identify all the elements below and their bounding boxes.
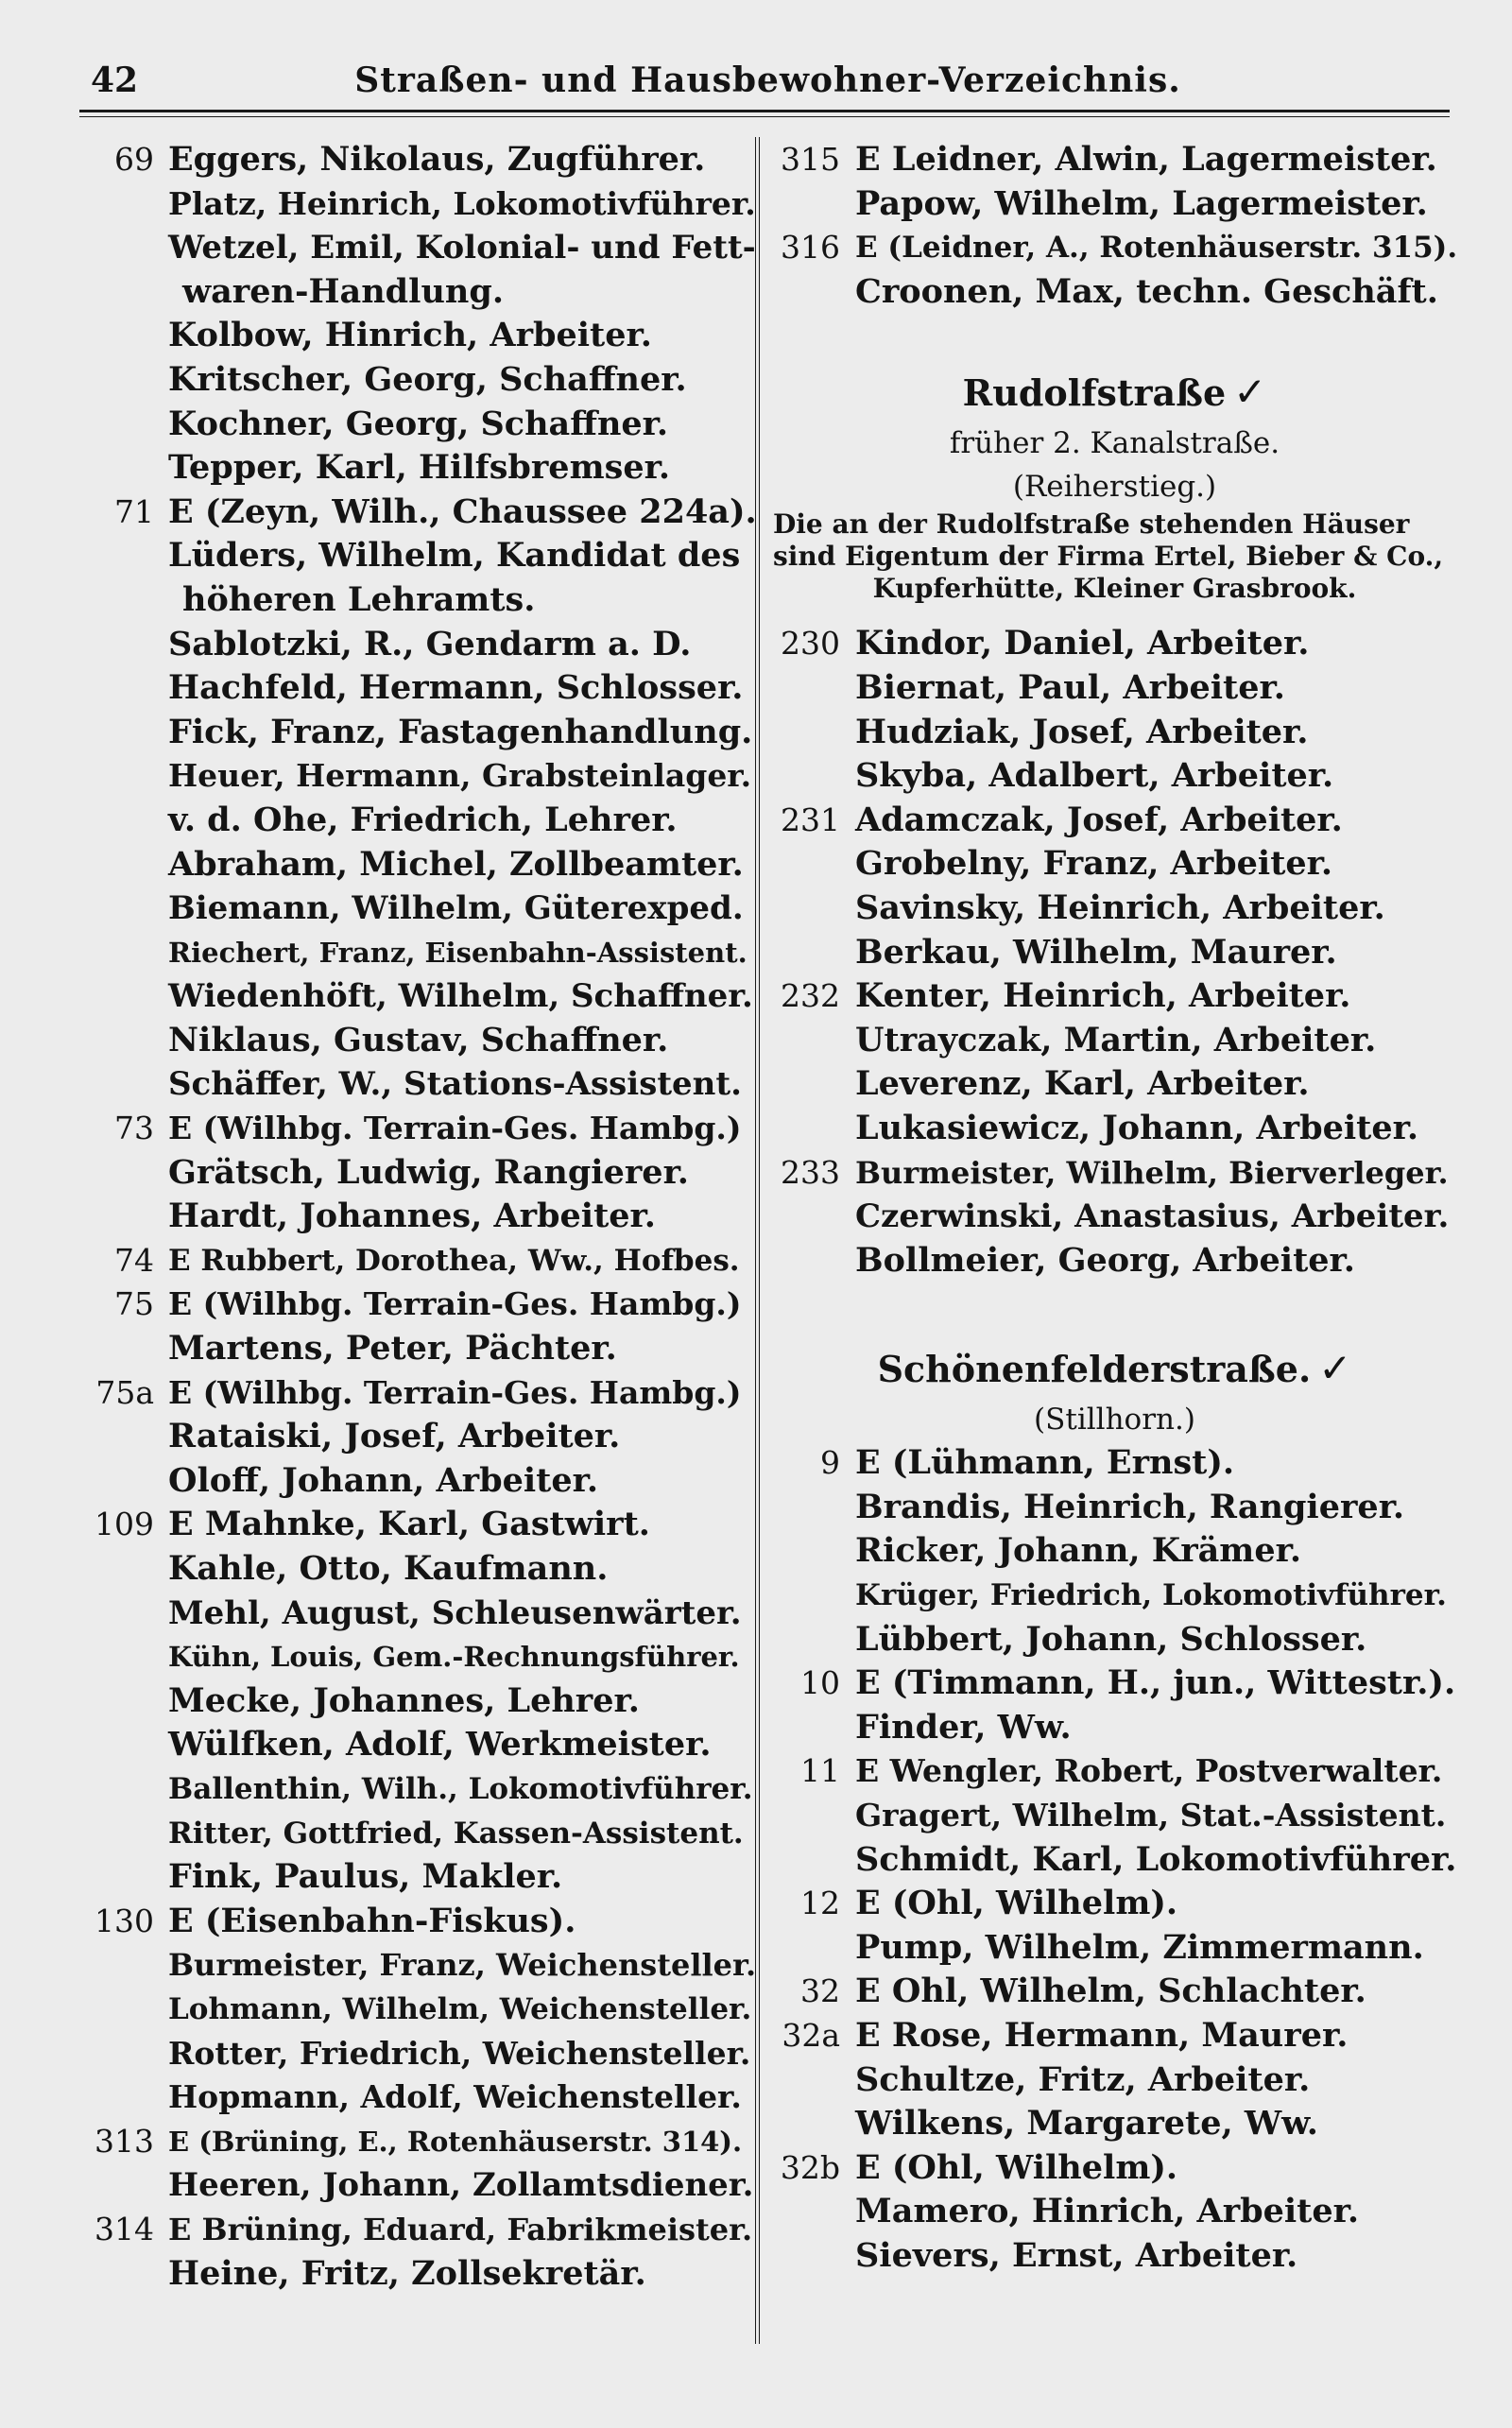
street-title: Rudolfstraße [962,371,1227,415]
schoenenfelderstrasse-entries [767,1441,1462,2278]
resident-text: Kolbow, Hinrich, Arbeiter. [168,316,652,355]
house-number: 32a [782,2017,840,2054]
resident-text: E (Brüning, E., Rotenhäuserstr. 314). [168,2125,743,2158]
directory-entry [767,1151,1462,1196]
resident-text: Leverenz, Karl, Arbeiter. [855,1064,1310,1104]
resident-text: Berkau, Wilhelm, Maurer. [855,932,1337,972]
directory-entry [80,1943,761,1988]
directory-entry [80,1062,761,1107]
check-mark-icon: ✓ [1233,369,1267,416]
directory-entry [80,358,761,403]
resident-text: Ballenthin, Wilh., Lokomotivführer. [168,1771,753,1806]
directory-entry [80,2163,761,2208]
directory-entry [80,2075,761,2120]
resident-text: E Brüning, Eduard, Fabrikmeister. [168,2211,753,2247]
spacer [767,605,1462,622]
resident-text: Lüders, Wilhelm, Kandidat des [168,536,741,576]
directory-entry [767,1926,1462,1971]
directory-entry [80,182,761,227]
directory-entry [767,1529,1462,1574]
resident-text: E (Wilhbg. Terrain-Ges. Hambg.) [168,1373,742,1411]
directory-entry [80,1195,761,1239]
directory-entry [767,2014,1462,2058]
resident-text: Pump, Wilhelm, Zimmermann. [855,1927,1424,1967]
directory-entry [80,1151,761,1196]
directory-entry [767,1970,1462,2014]
house-number: 231 [781,801,840,838]
directory-entry [80,2208,761,2252]
resident-text: waren-Handlung. [182,271,505,311]
directory-entry [80,1635,761,1679]
directory-entry [80,270,761,315]
former-name: früher 2. Kanalstraße. [949,426,1280,461]
directory-entry [767,1794,1462,1838]
directory-entry [80,931,761,975]
directory-entry [767,1107,1462,1151]
resident-text: E (Wilhbg. Terrain-Ges. Hambg.) [168,1110,742,1147]
house-number: 10 [800,1664,840,1702]
directory-entry [80,1988,761,2032]
directory-entry [80,1767,761,1812]
directory-entry [80,1855,761,1900]
resident-text: Schmidt, Karl, Lokomotivführer. [855,1839,1457,1879]
resident-text: Ricker, Johann, Krämer. [855,1531,1302,1571]
resident-text: Hopmann, Adolf, Weichensteller. [168,2078,742,2116]
directory-entry [80,226,761,270]
directory-entry [80,1459,761,1504]
street-heading-schoenenfelderstrasse [767,1339,1462,1398]
directory-entry [80,1723,761,1767]
directory-entry [767,1019,1462,1063]
rotenhaeuser-continuation [767,138,1462,314]
note-line: sind Eigentum der Firma Ertel, Bieber & Co., [773,541,1444,573]
directory-entry [767,754,1462,799]
note-line: Kupferhütte, Kleiner Grasbrook. [872,573,1357,605]
directory-entry [767,711,1462,755]
directory-entry [80,578,761,623]
directory-entry [767,1882,1462,1926]
directory-entry [767,2190,1462,2234]
resident-text: Kenter, Heinrich, Arbeiter. [855,976,1351,1016]
directory-entry [767,666,1462,711]
ownership-note [767,508,1462,605]
directory-entry [767,842,1462,887]
resident-text: Mamero, Hinrich, Arbeiter. [855,2192,1360,2231]
resident-text: Biemann, Wilhelm, Güterexped. [168,889,744,928]
resident-text: Ritter, Gottfried, Kassen-Assistent. [168,1816,744,1851]
right-column [767,138,1462,2279]
directory-entry [767,2058,1462,2103]
directory-entry [80,403,761,447]
directory-entry [767,1618,1462,1662]
directory-entry [767,182,1462,227]
house-number: 12 [800,1885,840,1922]
house-number: 316 [781,229,840,267]
directory-entry [80,843,761,887]
directory-entry [80,491,761,535]
resident-text: Heuer, Hermann, Grabsteinlager. [168,757,752,795]
street-heading-rudolfstrasse [767,363,1462,422]
header-rule-thin [79,116,1450,117]
resident-text: Adamczak, Josef, Arbeiter. [855,800,1343,839]
directory-entry [80,1592,761,1636]
house-number: 75 [114,1285,154,1323]
resident-text: Burmeister, Wilhelm, Bierverleger. [855,1154,1449,1191]
directory-entry [767,138,1462,182]
resident-text: Wetzel, Emil, Kolonial- und Fett- [168,229,756,267]
resident-text: Eggers, Nikolaus, Zugführer. [168,140,706,179]
resident-text: Lohmann, Wilhelm, Weichensteller. [168,1991,752,2026]
directory-entry [767,1838,1462,1883]
resident-text: Kindor, Daniel, Arbeiter. [855,624,1310,663]
resident-text: Abraham, Michel, Zollbeamter. [168,844,744,884]
directory-entry [80,2252,761,2297]
resident-text: Kühn, Louis, Gem.-Rechnungsführer. [168,1641,740,1674]
resident-text: Tepper, Karl, Hilfsbremser. [168,448,670,488]
resident-text: Grätsch, Ludwig, Rangierer. [168,1152,689,1192]
resident-text: Czerwinski, Anastasius, Arbeiter. [855,1197,1450,1236]
house-number: 75a [95,1373,154,1411]
directory-entry [80,887,761,931]
house-number: 314 [94,2210,154,2247]
resident-text: Niklaus, Gustav, Schaffner. [168,1020,669,1059]
resident-text: Hudziak, Josef, Arbeiter. [855,712,1309,751]
resident-text: E (Leidner, A., Rotenhäuserstr. 315). [855,231,1458,266]
resident-text: E (Wilhbg. Terrain-Ges. Hambg.) [168,1285,742,1323]
directory-entry [80,314,761,358]
directory-entry [80,799,761,843]
page-header [85,55,1451,112]
resident-text: E Mahnke, Karl, Gastwirt. [168,1505,650,1544]
house-number: 233 [781,1153,840,1191]
resident-text: Wilkens, Margarete, Ww. [855,2104,1318,2144]
resident-text: v. d. Ohe, Friedrich, Lehrer. [168,800,678,839]
directory-entry [767,2146,1462,2191]
resident-text: E Leidner, Alwin, Lagermeister. [855,140,1437,179]
resident-text: E (Timmann, H., jun., Wittestr.). [855,1663,1456,1703]
resident-text: Sievers, Ernst, Arbeiter. [855,2235,1298,2275]
resident-text: Lukasiewicz, Johann, Arbeiter. [855,1108,1419,1147]
resident-text: Fink, Paulus, Makler. [168,1857,563,1897]
house-number: 9 [820,1444,840,1482]
rudolfstrasse-entries [767,622,1462,1283]
house-number: 313 [94,2122,154,2160]
resident-text: Kahle, Otto, Kaufmann. [168,1549,609,1588]
resident-text: Riechert, Franz, Eisenbahn-Assistent. [168,936,747,969]
directory-entry [80,1415,761,1459]
resident-text: Heine, Fritz, Zollsekretär. [168,2253,646,2293]
resident-text: Mehl, August, Schleusenwärter. [168,1593,742,1632]
directory-entry [767,226,1462,270]
resident-text: Kochner, Georg, Schaffner. [168,404,669,443]
directory-entry [767,931,1462,975]
directory-entry [80,1239,761,1283]
directory-entry [80,1327,761,1371]
directory-entry [80,1503,761,1547]
resident-text: E Rubbert, Dorothea, Ww., Hofbes. [168,1243,740,1278]
resident-text: Oloff, Johann, Arbeiter. [168,1460,598,1500]
district-label: (Stillhorn.) [1034,1403,1195,1438]
directory-entry [767,622,1462,666]
directory-entry [767,1749,1462,1794]
directory-entry [767,2234,1462,2279]
resident-text: Grobelny, Franz, Arbeiter. [855,844,1333,884]
directory-entry [767,1195,1462,1239]
directory-entry [80,1812,761,1856]
house-number: 69 [114,141,154,178]
house-number: 32 [800,1972,840,2010]
resident-text: Kritscher, Georg, Schaffner. [168,359,687,399]
directory-entry [767,1662,1462,1706]
resident-text: Mecke, Johannes, Lehrer. [168,1680,640,1720]
spacer [767,314,1462,363]
resident-text: E Wengler, Robert, Postverwalter. [855,1752,1443,1790]
resident-text: Platz, Heinrich, Lokomotivführer. [168,184,756,222]
resident-text: Rataiski, Josef, Arbeiter. [168,1417,621,1456]
resident-text: E (Eisenbahn-Fiskus). [168,1901,576,1940]
resident-text: Brandis, Heinrich, Rangierer. [855,1487,1405,1526]
resident-text: höheren Lehramts. [182,579,536,619]
running-title: Straßen- und Hausbewohner-Verzeichnis. [354,60,1181,100]
resident-text: Sablotzki, R., Gendarm a. D. [168,624,692,663]
resident-text: Wülfken, Adolf, Werkmeister. [168,1725,712,1765]
directory-entry [80,534,761,578]
check-mark-icon: ✓ [1318,1345,1352,1392]
directory-entry [767,270,1462,315]
resident-text: Wiedenhöft, Wilhelm, Schaffner. [168,977,753,1016]
house-number: 232 [781,977,840,1015]
directory-entry [767,974,1462,1019]
directory-entry [767,799,1462,843]
directory-entry [767,1441,1462,1486]
resident-text: E (Lühmann, Ernst). [855,1443,1235,1483]
directory-entry [80,711,761,755]
resident-text: E (Ohl, Wilhelm). [855,2147,1178,2187]
directory-entry [80,754,761,799]
resident-text: Fick, Franz, Fastagenhandlung. [168,712,753,751]
resident-text: Burmeister, Franz, Weichensteller. [168,1947,757,1984]
resident-text: Savinsky, Heinrich, Arbeiter. [855,887,1385,927]
directory-entry [767,1706,1462,1750]
directory-entry [767,1574,1462,1618]
directory-entry [80,974,761,1019]
directory-entry [767,887,1462,931]
resident-text: E (Ohl, Wilhelm). [855,1884,1178,1923]
page-number: 42 [91,60,139,100]
street-title: Schönenfelderstraße. [877,1348,1312,1391]
resident-text: Martens, Peter, Pächter. [168,1329,617,1369]
directory-entry [80,1019,761,1063]
resident-text: Gragert, Wilhelm, Stat.-Assistent. [855,1797,1447,1834]
resident-text: Biernat, Paul, Arbeiter. [855,667,1285,707]
resident-text: Bollmeier, Georg, Arbeiter. [855,1240,1355,1280]
directory-entry [80,623,761,667]
resident-text: Skyba, Adalbert, Arbeiter. [855,756,1334,796]
resident-text: Schäffer, W., Stations-Assistent. [168,1065,742,1104]
directory-entry [80,2032,761,2076]
resident-text: Utrayczak, Martin, Arbeiter. [855,1020,1377,1059]
directory-entry [767,1239,1462,1283]
house-number: 230 [781,625,840,663]
directory-entry [80,138,761,182]
directory-entry [80,666,761,711]
resident-text: Hachfeld, Hermann, Schlosser. [168,668,744,708]
resident-text: Finder, Ww. [855,1707,1072,1747]
resident-text: Heeren, Johann, Zollamtsdiener. [168,2166,754,2205]
directory-entry [80,1283,761,1327]
resident-text: E Rose, Hermann, Maurer. [855,2016,1349,2055]
directory-entry [80,1547,761,1592]
resident-text: Papow, Wilhelm, Lagermeister. [855,183,1428,223]
house-number: 32b [780,2148,840,2186]
house-number: 73 [114,1110,154,1147]
note-line: Die an der Rudolfstraße stehenden Häuser [773,508,1410,541]
house-number: 130 [94,1902,154,1939]
header-rule [79,110,1450,112]
house-number: 74 [114,1241,154,1279]
house-number: 71 [114,492,154,530]
directory-entry [80,2120,761,2164]
directory-entry [80,1107,761,1151]
house-number: 109 [94,1506,154,1543]
directory-entry [767,1486,1462,1530]
directory-entry [80,1679,761,1724]
resident-text: E (Zeyn, Wilh., Chaussee 224a). [168,491,757,531]
left-column [80,138,761,2296]
resident-text: Rotter, Friedrich, Weichensteller. [168,2034,751,2072]
resident-text: Lübbert, Johann, Schlosser. [855,1619,1367,1659]
resident-text: E Ohl, Wilhelm, Schlachter. [855,1972,1366,2011]
directory-entry [80,1900,761,1944]
resident-text: Krüger, Friedrich, Lokomotivführer. [855,1578,1447,1613]
spacer [767,1283,1462,1339]
directory-entry [80,446,761,491]
house-number: 11 [800,1752,840,1790]
directory-entry [767,2102,1462,2146]
house-number: 315 [781,141,840,178]
resident-text: Croonen, Max, techn. Geschäft. [855,271,1438,311]
resident-text: Schultze, Fritz, Arbeiter. [855,2059,1311,2099]
directory-entry [80,1371,761,1416]
directory-entry [767,1062,1462,1107]
district-label: (Reiherstieg.) [1012,470,1217,505]
resident-text: Hardt, Johannes, Arbeiter. [168,1197,656,1236]
